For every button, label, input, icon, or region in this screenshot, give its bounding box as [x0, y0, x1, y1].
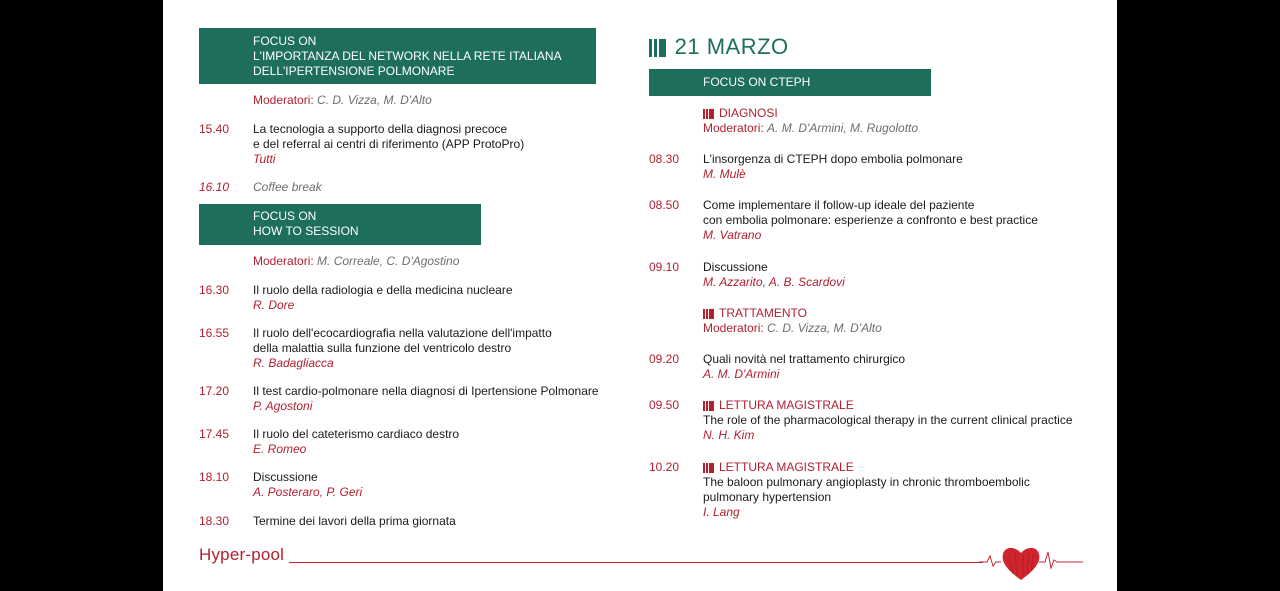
- speaker: M. Azzarito, A. B. Scardovi: [703, 275, 845, 289]
- session-time: 17.20: [199, 384, 230, 398]
- speaker: N. H. Kim: [703, 428, 755, 443]
- session-time: 15.40: [199, 122, 230, 136]
- bars-icon: [703, 106, 715, 121]
- speaker: A. Posteraro, P. Geri: [253, 485, 363, 499]
- session-title: LETTURA MAGISTRALE The role of the pharmacological therapy in the current clinical practice N. H. Kim: [703, 398, 1073, 443]
- program-page: [163, 0, 1117, 591]
- speaker: M. Mulè: [703, 167, 746, 181]
- bars-icon: [703, 398, 715, 413]
- bars-icon: [703, 460, 715, 475]
- speaker: E. Romeo: [253, 442, 307, 456]
- session-time: 17.45: [199, 427, 230, 441]
- session-title: Il ruolo dell'ecocardiografia nella valutazione dell'impatto della malattia sulla funzione del ventricolo destro R. Badagliacca: [253, 326, 552, 370]
- session-time: 08.30: [649, 152, 680, 166]
- session-time: 16.55: [199, 326, 230, 340]
- speaker: I. Lang: [703, 505, 740, 520]
- session-title: Il ruolo della radiologia e della medicina nucleare R. Dore: [253, 283, 513, 312]
- band-line: FOCUS ON: [253, 34, 317, 48]
- moderators-2: Moderatori: M. Correale, C. D'Agostino: [253, 254, 460, 268]
- band-line: L'IMPORTANZA DEL NETWORK NELLA RETE ITALIANA: [253, 49, 562, 63]
- speaker: R. Badagliacca: [253, 356, 334, 370]
- bars-icon: [703, 306, 715, 321]
- session-time: 09.50: [649, 398, 680, 412]
- focus-band-howto: [199, 204, 481, 245]
- coffee-time: 16.10: [199, 180, 230, 194]
- speaker: Tutti: [253, 152, 276, 166]
- session-title: Il ruolo del cateterismo cardiaco destro E. Romeo: [253, 427, 460, 456]
- band-line: HOW TO SESSION: [253, 224, 359, 238]
- session-title: Come implementare il follow-up ideale del paziente con embolia polmonare: esperienze a confronto e best practice M. Vatrano: [703, 198, 1038, 242]
- session-time: 18.10: [199, 470, 230, 484]
- session-title: LETTURA MAGISTRALE The baloon pulmonary angioplasty in chronic thromboembolic pulmonary hypertension I. Lang: [703, 460, 1030, 520]
- session-title: Termine dei lavori della prima giornata: [253, 514, 456, 528]
- session-title: La tecnologia a supporto della diagnosi precoce e del referral ai centri di riferimento (APP ProtoPro) Tutti: [253, 122, 525, 166]
- section-trattamento: TRATTAMENTO Moderatori: C. D. Vizza, M. D'Alto: [703, 306, 882, 336]
- coffee-break: Coffee break: [253, 180, 322, 194]
- focus-band-network: [199, 28, 596, 84]
- speaker: M. Vatrano: [703, 228, 762, 242]
- session-time: 08.50: [649, 198, 680, 212]
- section-diagnosi: DIAGNOSI Moderatori: A. M. D'Armini, M. Rugolotto: [703, 106, 919, 136]
- session-title: Il test cardio-polmonare nella diagnosi di Ipertensione Polmonare P. Agostoni: [253, 384, 599, 413]
- day-heading: 21 MARZO: [649, 34, 789, 60]
- session-title: L'insorgenza di CTEPH dopo embolia polmonare M. Mulè: [703, 152, 963, 181]
- session-time: 09.20: [649, 352, 680, 366]
- speaker: P. Agostoni: [253, 399, 313, 413]
- brand-logo: Hyper-pool: [199, 545, 285, 564]
- band-line: FOCUS ON: [253, 209, 317, 223]
- session-title: Discussione A. Posteraro, P. Geri: [253, 470, 363, 499]
- moderators-1: Moderatori: C. D. Vizza, M. D'Alto: [253, 93, 432, 107]
- footer-line: [289, 562, 983, 563]
- session-time: 09.10: [649, 260, 680, 274]
- session-time: 10.20: [649, 460, 680, 474]
- speaker: A. M. D'Armini: [703, 367, 780, 381]
- session-time: 16.30: [199, 283, 230, 297]
- session-title: Quali novità nel trattamento chirurgico A. M. D'Armini: [703, 352, 906, 381]
- speaker: R. Dore: [253, 298, 295, 312]
- session-time: 18.30: [199, 514, 230, 528]
- band-line: DELL'IPERTENSIONE POLMONARE: [253, 64, 455, 78]
- focus-band-cteph: FOCUS ON CTEPH: [649, 69, 931, 96]
- bars-icon: [649, 34, 668, 59]
- session-title: Discussione M. Azzarito, A. B. Scardovi: [703, 260, 845, 289]
- heart-icon: [979, 540, 1083, 584]
